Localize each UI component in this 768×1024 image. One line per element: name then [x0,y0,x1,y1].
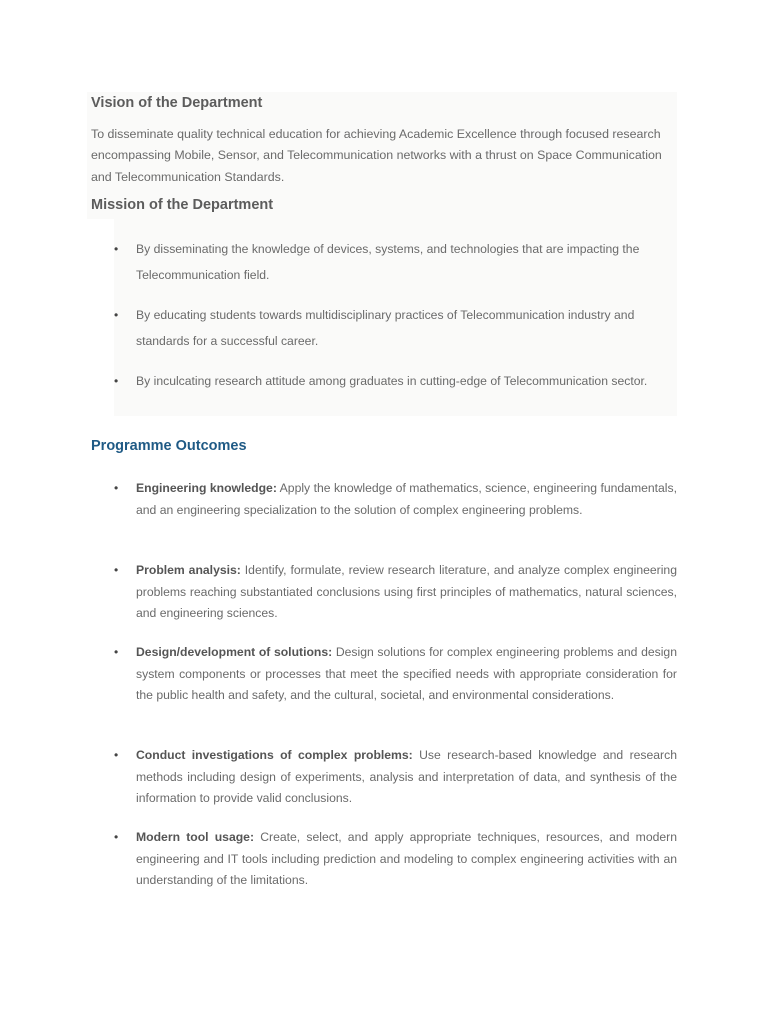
outcome-text: Create, select, and apply appropriate techniques, resources, and modern engineering and IT tools including prediction and modeling to complex engineering activities with an understanding of the limitations. [136,830,677,888]
mission-item-text: By educating students towards multidisciplinary practices of Telecommunication industry and standards for a successful career. [136,308,635,348]
outcome-term: Modern tool usage: [136,830,255,844]
outcome-item [114,560,677,625]
outcome-term: Engineering knowledge: [136,481,277,495]
outcome-text: Identify, formulate, review research literature, and analyze complex engineering problems reaching substantiated conclusions using first principles of mathematics, natural sciences, and engineering sciences. [136,563,677,621]
outcome-text: Apply the knowledge of mathematics, science, engineering fundamentals, and an engineering specialization to the solution of complex engineering problems. [136,481,677,517]
bullet-icon: • [114,481,119,495]
outcome-text: Use research-based knowledge and research methods including design of experiments, analysis and interpretation of data, and synthesis of the information to provide valid conclusions. [136,748,677,806]
mission-item-text: By disseminating the knowledge of devices, systems, and technologies that are impacting the Telecommunication field. [136,242,640,282]
outcome-item [114,478,677,521]
programme-outcomes-heading: Programme Outcomes [91,438,247,454]
outcome-item [114,745,677,810]
bullet-icon: • [114,308,119,322]
mission-item [114,303,677,354]
outcome-term: Design/development of solutions: [136,645,333,659]
outcome-item [114,642,677,707]
mission-item-text: By inculcating research attitude among graduates in cutting-edge of Telecommunication sector. [136,374,648,388]
mission-item [114,237,677,288]
mission-item [114,369,677,395]
outcome-term: Problem analysis: [136,563,241,577]
mission-heading: Mission of the Department [91,197,274,213]
outcome-term: Conduct investigations of complex problems: [136,748,413,762]
outcome-text: Design solutions for complex engineering problems and design system components or processes that meet the specified needs with appropriate consideration for the public health and safety, and the cultural, societal, and environmental considerations. [136,645,677,703]
vision-text: To disseminate quality technical education for achieving Academic Excellence through focused research encompassing Mobile, Sensor, and Telecommunication networks with a thrust on Space Communication and Telecommunication Standards. [91,127,662,184]
bullet-icon: • [114,645,119,659]
vision-heading: Vision of the Department [91,95,263,111]
bullet-icon: • [114,748,119,762]
outcome-item [114,827,677,892]
bullet-icon: • [114,563,119,577]
bullet-icon: • [114,830,119,844]
bullet-icon: • [114,242,119,256]
bullet-icon: • [114,374,119,388]
